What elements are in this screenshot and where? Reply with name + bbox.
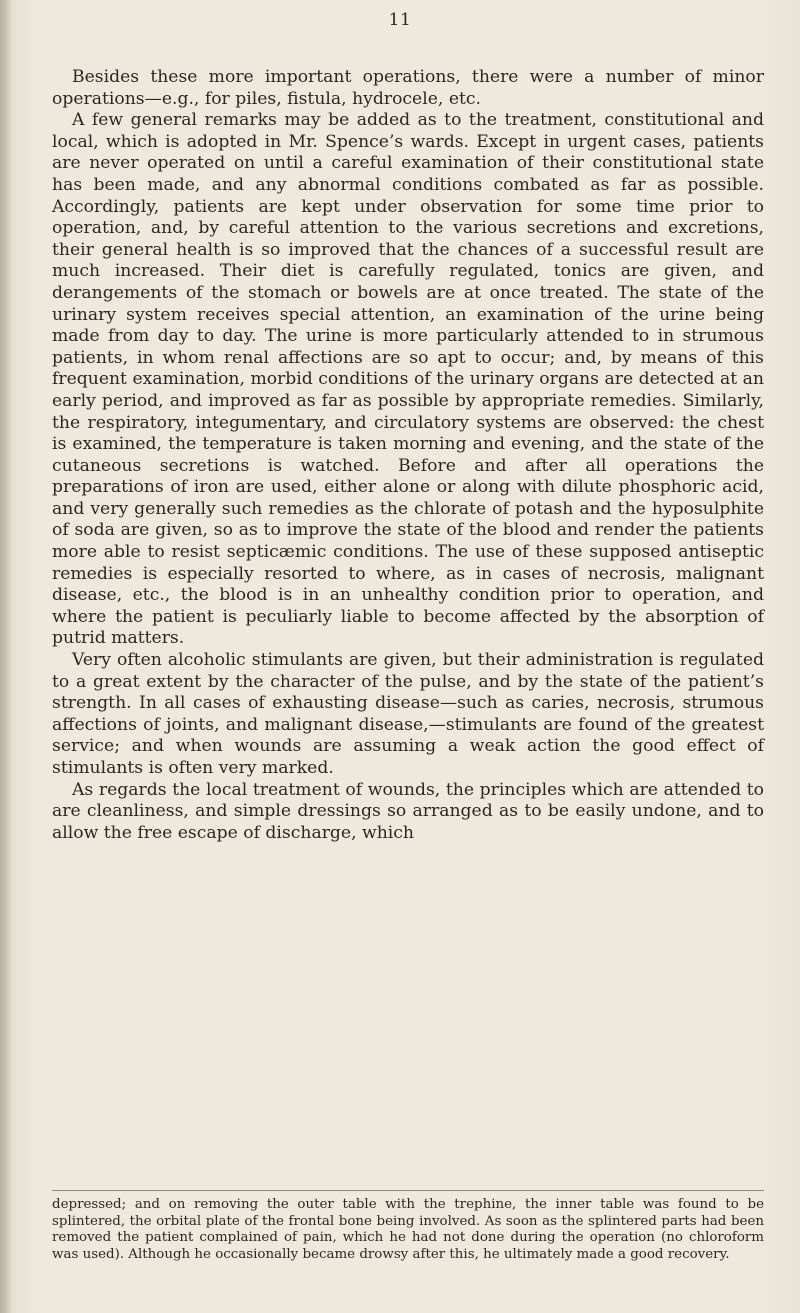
page-number: 11	[388, 10, 412, 30]
footnote-divider	[52, 1190, 764, 1191]
footnote: depressed; and on removing the outer table with the trephine, the inner table was found to be splintered, the orbital plate of the frontal bone being involved. As soon as the splintered parts had been removed the patient complained of pain, which he had not done during the operation (no chloroform was used). Although he occasionally became drowsy after this, he ultimately made a good recovery.	[52, 1197, 764, 1262]
paragraph-minor-operations: Besides these more important operations, there were a number of minor operations—e.g., for piles, fistula, hydrocele, etc.	[52, 67, 764, 109]
paragraph-local-treatment: As regards the local treatment of wounds, the principles which are attended to are cleanliness, and simple dressings so arranged as to be easily undone, and to allow the free escape of discharge, which	[52, 779, 764, 843]
paragraph-general-remarks: A few general remarks may be added as to the treatment, constitutional and local, which is adopted in Mr. Spence’s wards. Except in urgent cases, patients are never operated on until a careful examination of their constitutional state has been made, and any abnormal conditions combated as far as possible. Accordingly, patients are kept under observation for some time prior to operation, and, by careful attention to the various secretions and excretions, their general health is so improved that the chances of a successful result are much increased. Their diet is carefully regulated, tonics are given, and derangements of the stomach or bowels are at once treated. The state of the urinary system receives special attention, an examination of the urine being made from day to day. The urine is more particularly attended to in strumous patients, in whom renal affections are so apt to occur; and, by means of this frequent examination, morbid conditions of the urinary organs are detected at an early period, and improved as far as possible by appropriate remedies. Similarly, the respiratory, integumentary, and circulatory systems are observed: the chest is examined, the temperature is taken morning and evening, and the state of the cutaneous secretions is watched. Before and after all operations the preparations of iron are used, either alone or along with dilute phosphoric acid, and very generally such remedies as the chlorate of potash and the hyposulphite of soda are given, so as to improve the state of the blood and render the patients more able to resist septicæmic conditions. The use of these supposed antiseptic remedies is especially resorted to where, as in cases of necrosis, malignant disease, etc., the blood is in an unhealthy condition prior to operation, and where the patient is peculiarly liable to become affected by the absorption of putrid matters.	[52, 110, 764, 649]
body-text	[52, 67, 764, 844]
paragraph-alcoholic-stimulants: Very often alcoholic stimulants are given, but their administration is regulated to a great extent by the character of the pulse, and by the state of the patient’s strength. In all cases of exhausting disease—such as caries, necrosis, strumous affections of joints, and malignant disease,—stimulants are found of the greatest service; and when wounds are assuming a weak action the good effect of stimulants is often very marked.	[52, 650, 764, 778]
spine-shadow	[0, 0, 12, 1313]
